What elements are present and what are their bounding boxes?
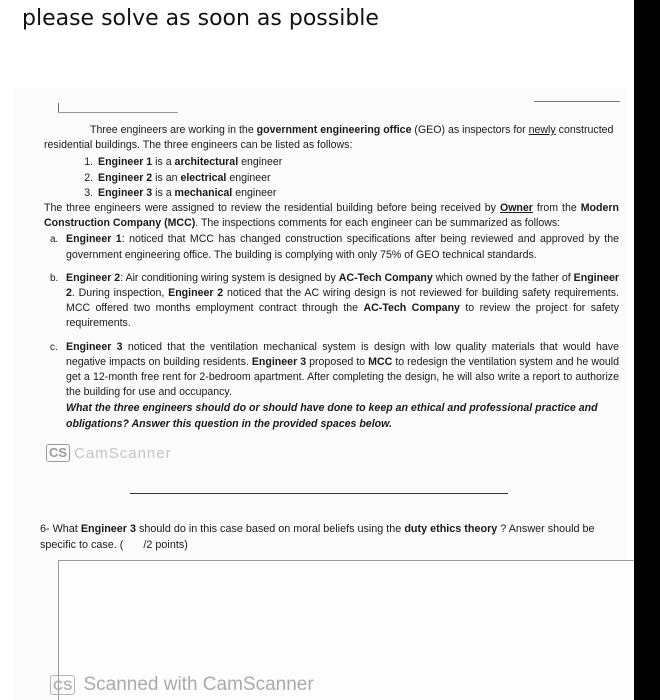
comment-marker: c.: [50, 341, 58, 353]
section-divider: [130, 493, 508, 494]
question-6: 6- What Engineer 3 should do in this case based on moral beliefs using the duty ethics theory ? Answer should be specific to case. ( /2 points): [40, 523, 595, 551]
document-body: [44, 123, 619, 432]
camscanner-footer-watermark: [50, 674, 314, 696]
camscanner-icon: CS: [46, 444, 70, 462]
camscanner-inline-watermark: [46, 444, 172, 462]
camscanner-footer-text: Scanned with CamScanner: [83, 674, 314, 695]
intro-text: Three engineers are working in the: [90, 124, 257, 136]
company-name: Modern Construction Company (MCC): [44, 202, 619, 230]
list-item: 2. Engineer 2 is an electrical engineer: [96, 171, 619, 186]
top-rule-left: [58, 112, 178, 113]
top-rule-right: [534, 101, 620, 102]
intro-text: constructed residential buildings. The three engineers can be listed as follows:: [44, 124, 614, 152]
comment-c: c. Engineer 3 noticed that the ventilation mechanical system is design with low quality materials that would have negative impacts on building residents. Engineer 3 proposed to MCC to redesign the ventilation system and he would get a 12-month free rent for 2-bedroom apartment. After completing the design, he will also write a report to authorize the building for use and occupancy.: [50, 340, 620, 399]
question-number: 6-: [40, 523, 50, 535]
comment-marker: b.: [50, 272, 59, 284]
intro-newly: newly: [528, 124, 556, 136]
engineer-list: [44, 155, 619, 201]
assignment-paragraph: The three engineers were assigned to review the residential building before being received by Owner from the Modern Construction Company (MCC). The inspections comments for each engineer can be summarized as follows:: [44, 202, 619, 230]
request-text: please solve as soon as possible: [22, 6, 379, 31]
comment-a: a. Engineer 1: noticed that MCC has changed construction specifications after being reviewed and approved by the government engineering office. The building is complying with only 75% of GEO technical standards.: [50, 233, 619, 261]
intro-text: (GEO) as inspectors for: [411, 124, 529, 136]
intro-paragraph: [44, 123, 619, 153]
intro-org: government engineering office: [256, 124, 412, 136]
comment-marker: a.: [50, 234, 59, 246]
list-item: 3. Engineer 3 is a mechanical engineer: [96, 186, 619, 201]
question-points: /2 points): [143, 538, 188, 551]
list-item: 1. Engineer 1 is a architectural engineer: [96, 155, 619, 170]
camscanner-inline-text: CamScanner: [74, 444, 172, 462]
camscanner-icon: CS: [50, 675, 75, 695]
instruction-text: What the three engineers should do or should have done to keep an ethical and professional practice and obligations? Answer this question in the provided spaces below.: [66, 402, 598, 430]
owner-text: Owner: [499, 202, 533, 215]
comment-b: b. Engineer 2: Air conditioning wiring system is designed by AC-Tech Company which owned by the father of Engineer 2. During inspection, Engineer 2 noticed that the AC wiring design is not reviewed for building safety requirements. MCC offered two months employment contract through the AC-Tech Company to review the project for safety requirements.: [50, 271, 620, 330]
